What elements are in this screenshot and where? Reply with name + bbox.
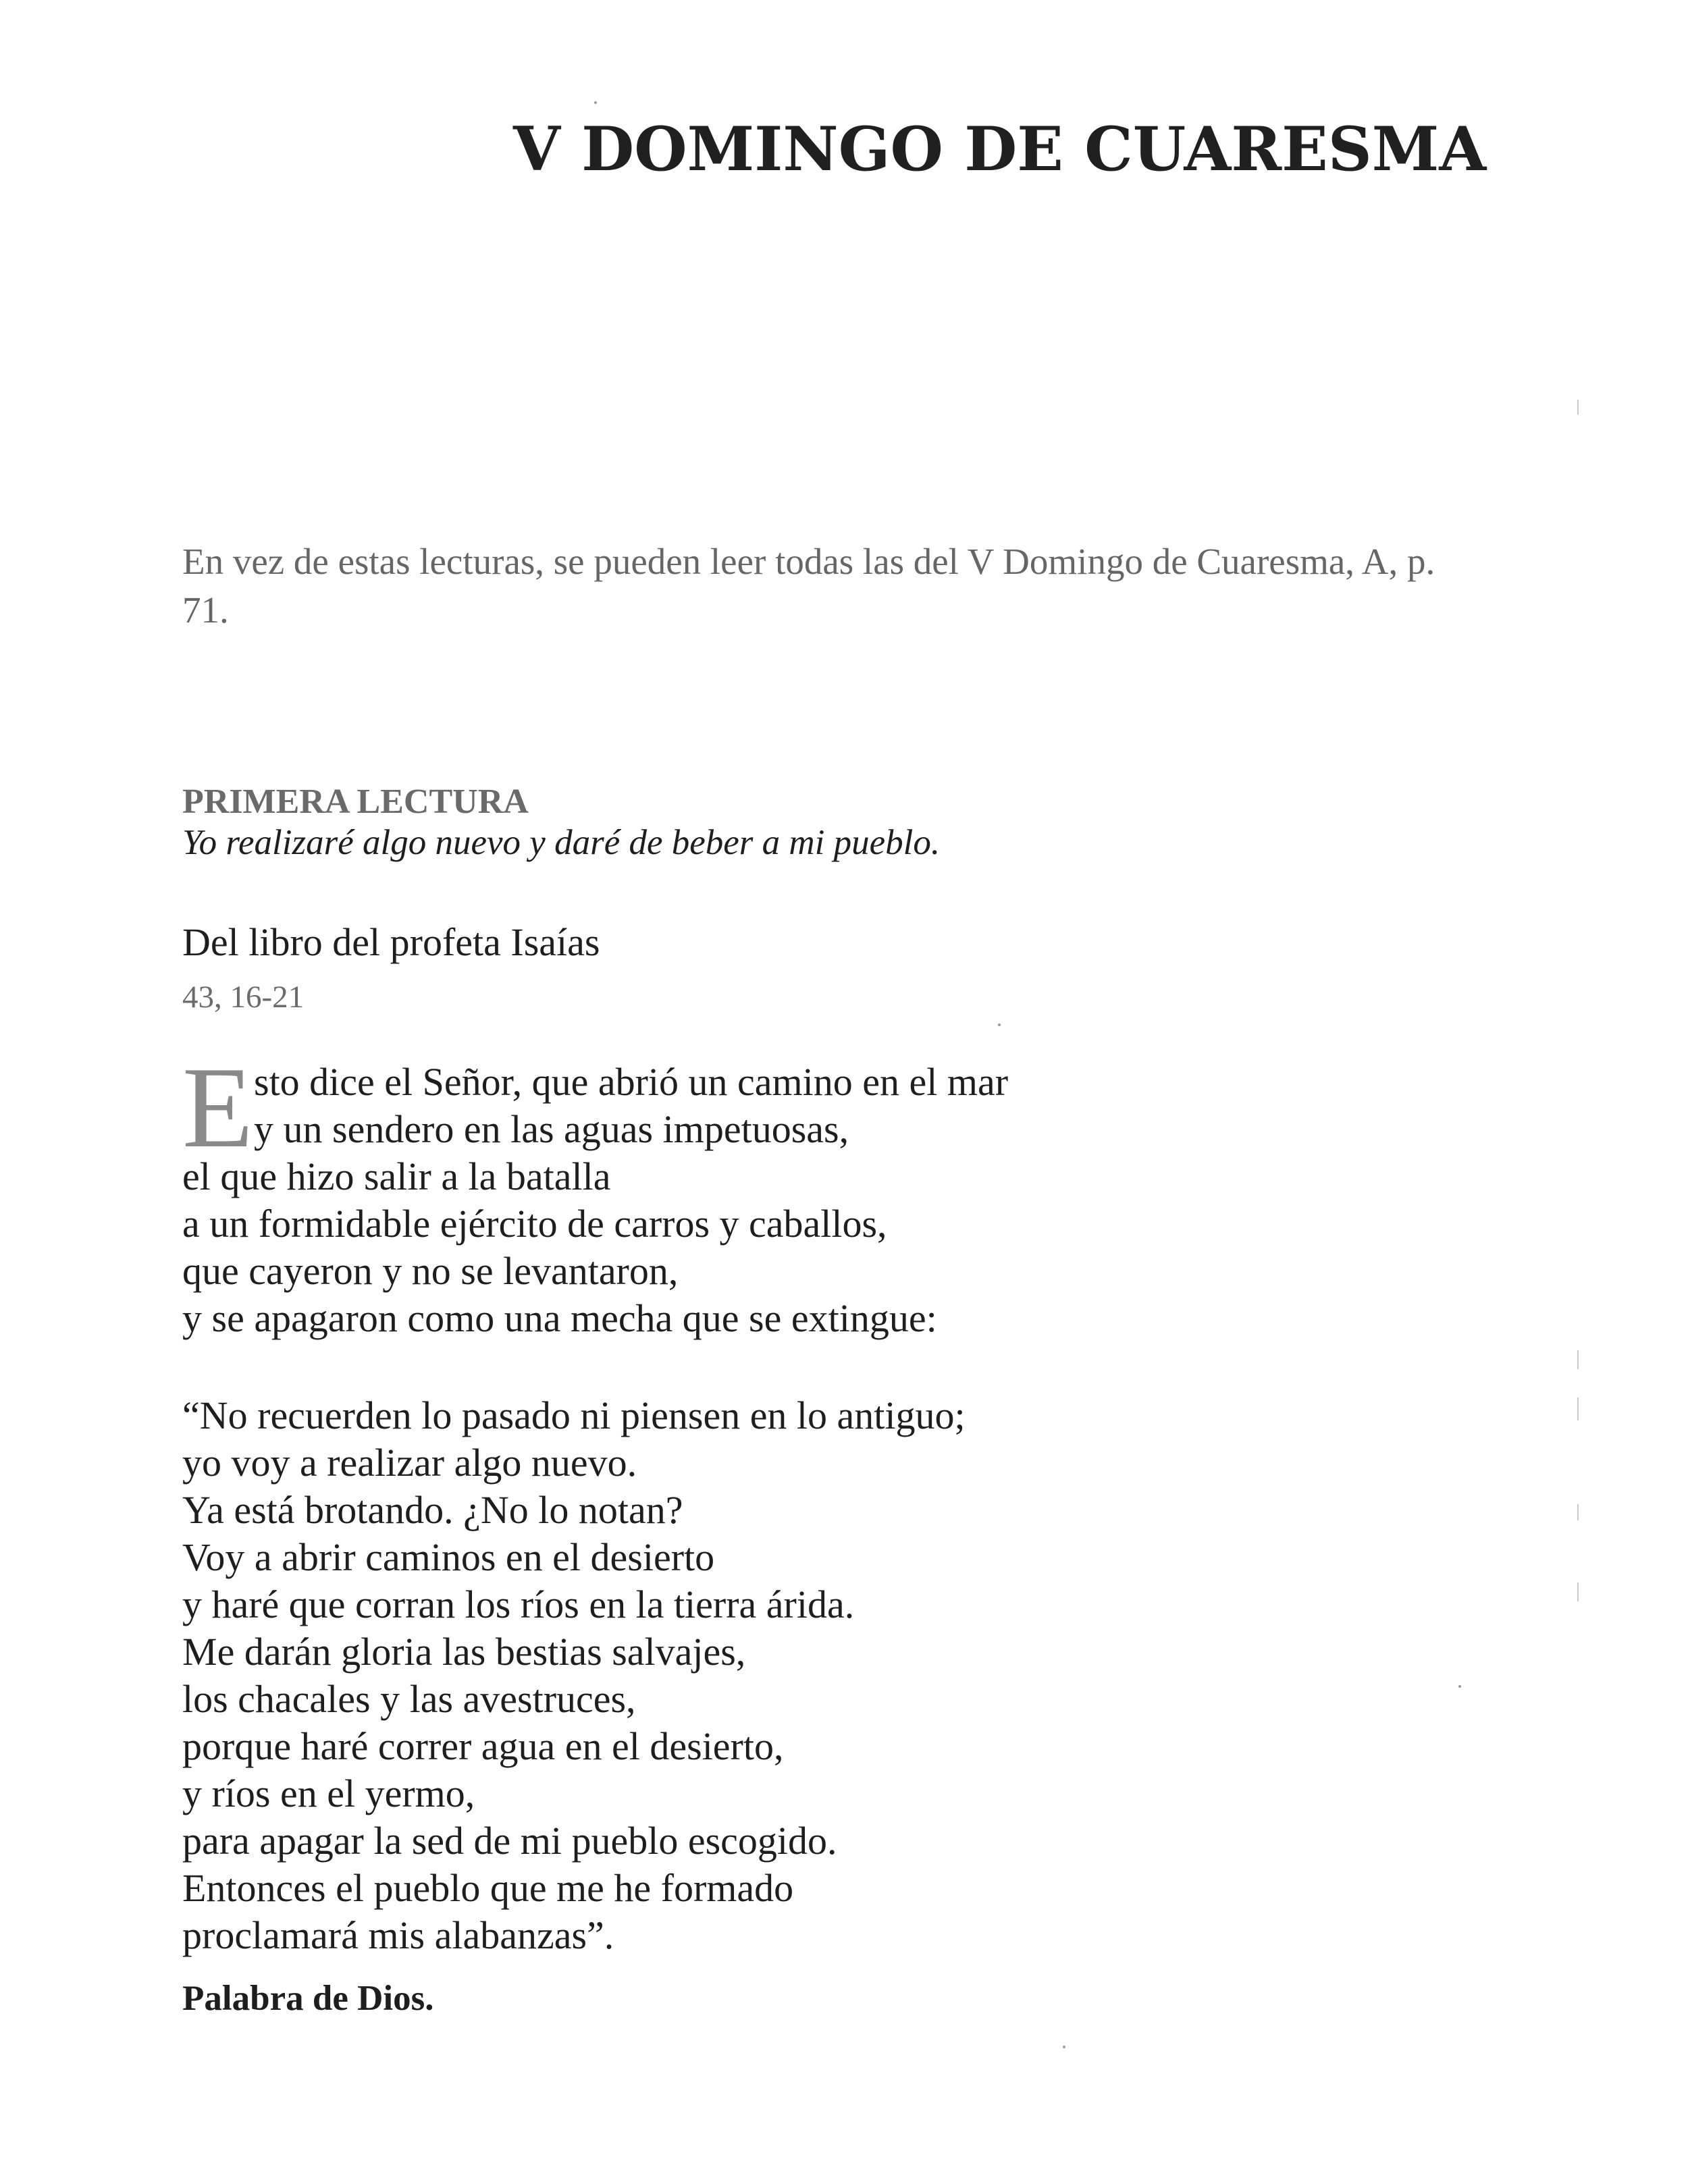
verse-line: Entonces el pueblo que me he formado	[182, 1866, 794, 1910]
drop-cap: E	[182, 1044, 254, 1172]
scan-mark	[1577, 1350, 1579, 1369]
verse-line: y un sendero en las aguas impetuosas,	[254, 1107, 849, 1151]
reading-stanza-1	[182, 1044, 1688, 1342]
page-title: V DOMINGO DE CUARESMA	[513, 113, 1487, 185]
verse-line: “No recuerden lo pasado ni piensen en lo antiguo;	[182, 1393, 966, 1437]
verse-line: proclamará mis alabanzas”.	[182, 1913, 614, 1957]
scan-speck	[998, 1023, 1001, 1026]
verse-line: y haré que corran los ríos en la tierra árida.	[182, 1582, 855, 1626]
reading-stanza-2	[182, 1392, 966, 1959]
verse-line: para apagar la sed de mi pueblo escogido.	[182, 1819, 837, 1863]
scan-mark	[1577, 400, 1579, 415]
verse-line: Voy a abrir caminos en el desierto	[182, 1535, 715, 1579]
verse-line: que cayeron y no se levantaron,	[182, 1249, 679, 1293]
verse-line: el que hizo salir a la batalla	[182, 1154, 611, 1198]
scan-speck	[1063, 2046, 1065, 2048]
reading-subtitle: Yo realizaré algo nuevo y daré de beber a mi pueblo.	[182, 823, 941, 862]
reading-source: Del libro del profeta Isaías	[182, 920, 600, 964]
scan-speck	[594, 101, 597, 104]
scan-mark	[1577, 1582, 1579, 1601]
scan-mark	[1577, 1397, 1579, 1420]
verse-line: los chacales y las avestruces,	[182, 1677, 636, 1721]
verse-line: y se apagaron como una mecha que se extingue:	[182, 1296, 937, 1340]
verse-line: Me darán gloria las bestias salvajes,	[182, 1630, 746, 1674]
verse-line: Ya está brotando. ¿No lo notan?	[182, 1488, 683, 1532]
verse-line: porque haré correr agua en el desierto,	[182, 1724, 784, 1768]
reading-label: PRIMERA LECTURA	[182, 782, 529, 821]
verse-line: sto dice el Señor, que abrió un camino en el mar	[254, 1060, 1009, 1104]
reading-citation: 43, 16-21	[182, 980, 305, 1015]
closing-acclamation: Palabra de Dios.	[182, 1979, 434, 2018]
verse-line: a un formidable ejército de carros y caballos,	[182, 1202, 887, 1246]
scan-mark	[1577, 1504, 1579, 1520]
scan-speck	[1458, 1685, 1461, 1688]
intro-note: En vez de estas lecturas, se pueden leer todas las del V Domingo de Cuaresma, A, p. 71.	[182, 541, 1435, 631]
verse-line: y ríos en el yermo,	[182, 1772, 475, 1815]
verse-line: yo voy a realizar algo nuevo.	[182, 1441, 637, 1485]
